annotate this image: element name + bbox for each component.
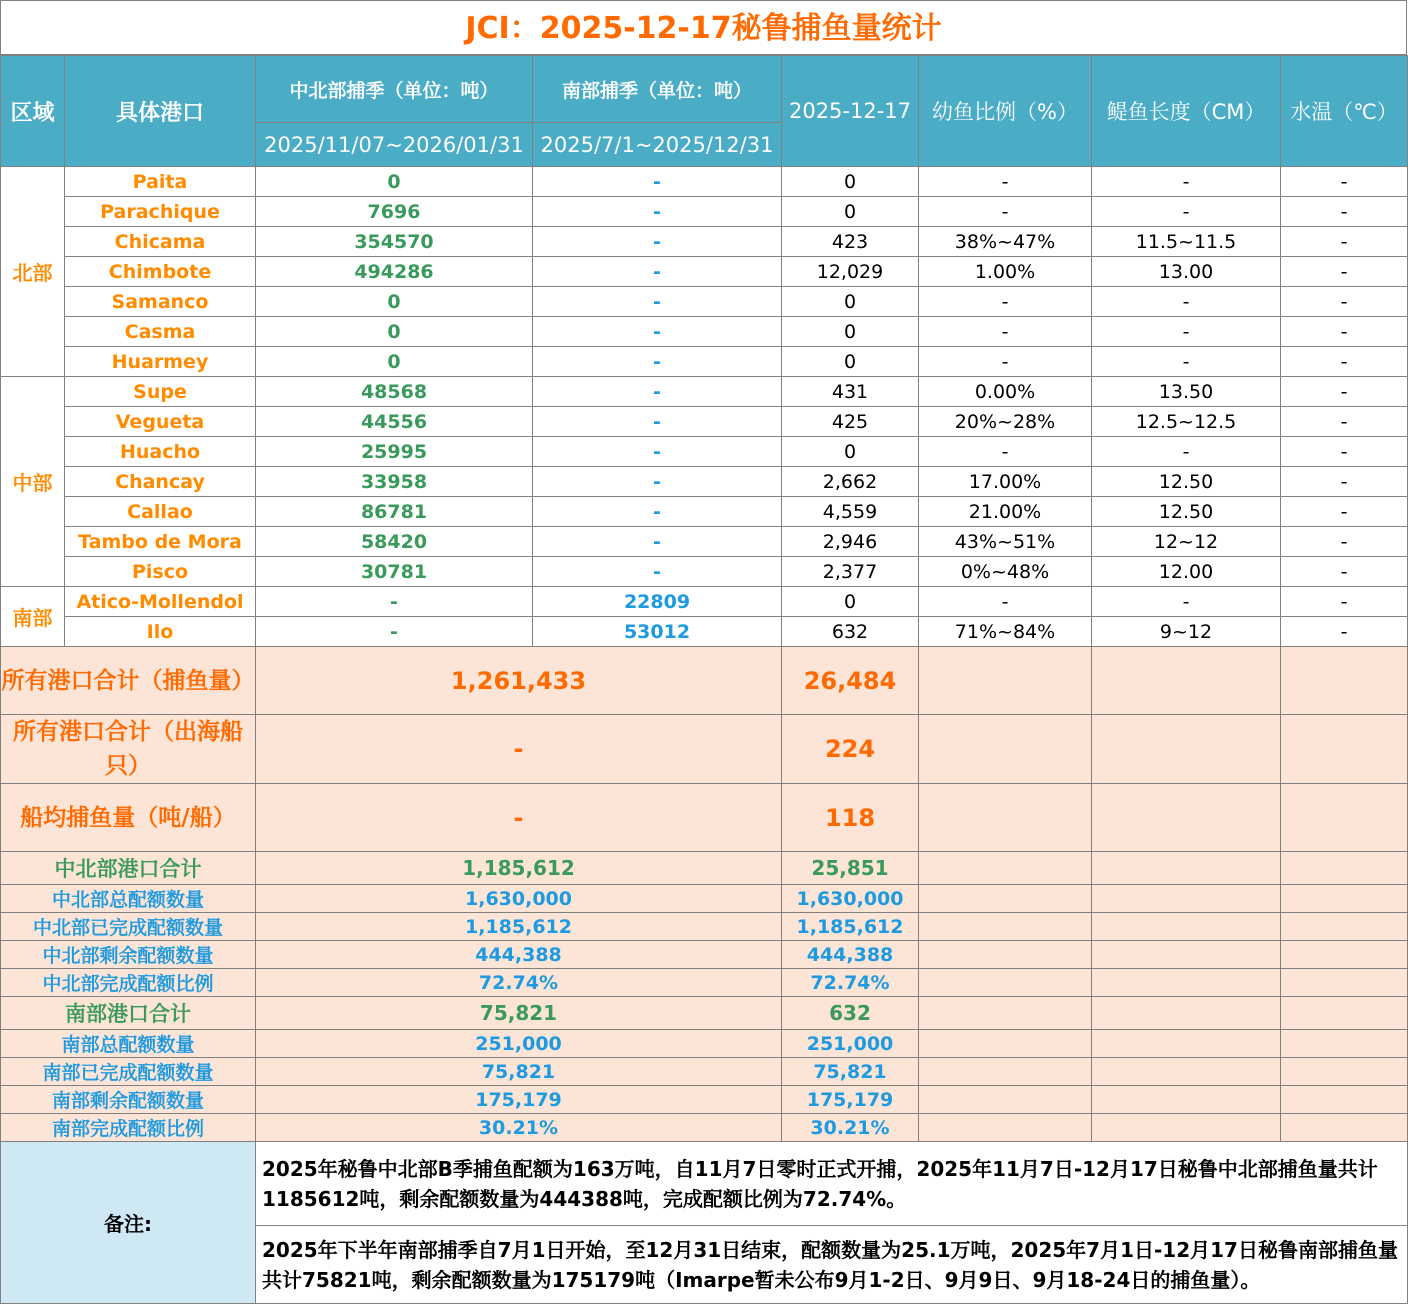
stat-label: 南部已完成配额数量 <box>1 1058 256 1086</box>
note-south: 2025年下半年南部捕季自7月1日开始，至12月31日结束，配额数量为25.1万吨，2025年7月1日-12月17日秘鲁南部捕鱼量共计75821吨，剩余配额数量为175179吨（Imarpe暂未公布9月1-2日、9月9日、9月18-24日的捕鱼量）。 <box>256 1226 1408 1304</box>
juvenile-ratio: 0.00% <box>919 377 1092 407</box>
juvenile-ratio: 43%~51% <box>919 527 1092 557</box>
stat-season-value: 30.21% <box>256 1114 782 1142</box>
empty-cell <box>1092 1114 1281 1142</box>
port-name: Chimbote <box>65 257 256 287</box>
stat-season-value: 72.74% <box>256 969 782 997</box>
table-row <box>1 467 1408 497</box>
daily-catch: 0 <box>782 287 919 317</box>
daily-catch: 431 <box>782 377 919 407</box>
header-port: 具体港口 <box>65 56 256 167</box>
table-row <box>1 527 1408 557</box>
note-label: 备注: <box>1 1142 256 1304</box>
water-temp: - <box>1281 167 1408 197</box>
empty-cell <box>1281 647 1408 715</box>
stat-label: 中北部港口合计 <box>1 852 256 885</box>
header-south-range: 2025/7/1~2025/12/31 <box>533 123 782 167</box>
stat-season-value: 1,630,000 <box>256 885 782 913</box>
stat-season-value: 1,185,612 <box>256 852 782 885</box>
empty-cell <box>919 1030 1092 1058</box>
empty-cell <box>1092 1030 1281 1058</box>
daily-catch: 0 <box>782 317 919 347</box>
juvenile-ratio: 1.00% <box>919 257 1092 287</box>
stat-row <box>1 885 1408 913</box>
water-temp: - <box>1281 497 1408 527</box>
header-water-temp: 水温（℃） <box>1281 56 1408 167</box>
empty-cell <box>1281 1086 1408 1114</box>
port-name: Casma <box>65 317 256 347</box>
juvenile-ratio: - <box>919 437 1092 467</box>
daily-catch: 425 <box>782 407 919 437</box>
stat-label: 南部完成配额比例 <box>1 1114 256 1142</box>
empty-cell <box>919 1058 1092 1086</box>
port-name: Parachique <box>65 197 256 227</box>
daily-catch: 632 <box>782 617 919 647</box>
table-row <box>1 347 1408 377</box>
north-season-catch: 0 <box>256 287 533 317</box>
header-north-range: 2025/11/07~2026/01/31 <box>256 123 533 167</box>
note-north: 2025年秘鲁中北部B季捕鱼配额为163万吨，自11月7日零时正式开捕，2025年11月7日-12月17日秘鲁中北部捕鱼量共计1185612吨，剩余配额数量为444388吨，完成配额比例为72.74%。 <box>256 1142 1408 1226</box>
region-north: 北部 <box>1 167 65 377</box>
north-season-catch: - <box>256 587 533 617</box>
stat-label: 中北部已完成配额数量 <box>1 913 256 941</box>
empty-cell <box>919 913 1092 941</box>
anchovy-length: 11.5~11.5 <box>1092 227 1281 257</box>
header-length: 鳀鱼长度（CM） <box>1092 56 1281 167</box>
summary-row <box>1 715 1408 784</box>
region-central: 中部 <box>1 377 65 587</box>
water-temp: - <box>1281 407 1408 437</box>
summary-row <box>1 647 1408 715</box>
empty-cell <box>1281 913 1408 941</box>
anchovy-length: 9~12 <box>1092 617 1281 647</box>
port-name: Ilo <box>65 617 256 647</box>
water-temp: - <box>1281 347 1408 377</box>
stat-season-value: 1,185,612 <box>256 913 782 941</box>
daily-catch: 2,946 <box>782 527 919 557</box>
south-season-catch: - <box>533 437 782 467</box>
stat-season-value: 251,000 <box>256 1030 782 1058</box>
empty-cell <box>919 647 1092 715</box>
table-row <box>1 407 1408 437</box>
juvenile-ratio: 38%~47% <box>919 227 1092 257</box>
empty-cell <box>1281 1058 1408 1086</box>
daily-catch: 0 <box>782 587 919 617</box>
stat-day-value: 72.74% <box>782 969 919 997</box>
table-row <box>1 587 1408 617</box>
port-name: Chancay <box>65 467 256 497</box>
summary-label: 船均捕鱼量（吨/船） <box>1 784 256 852</box>
empty-cell <box>1281 715 1408 784</box>
port-name: Chicama <box>65 227 256 257</box>
north-season-catch: 7696 <box>256 197 533 227</box>
stat-day-value: 1,630,000 <box>782 885 919 913</box>
south-season-catch: - <box>533 197 782 227</box>
port-name: Supe <box>65 377 256 407</box>
south-season-catch: - <box>533 227 782 257</box>
stat-row <box>1 997 1408 1030</box>
south-season-catch: 22809 <box>533 587 782 617</box>
stat-label: 中北部总配额数量 <box>1 885 256 913</box>
empty-cell <box>1281 997 1408 1030</box>
header-juvenile: 幼鱼比例（%） <box>919 56 1092 167</box>
juvenile-ratio: 0%~48% <box>919 557 1092 587</box>
stat-day-value: 251,000 <box>782 1030 919 1058</box>
empty-cell <box>919 941 1092 969</box>
empty-cell <box>1092 1086 1281 1114</box>
stat-row <box>1 1030 1408 1058</box>
water-temp: - <box>1281 287 1408 317</box>
anchovy-length: - <box>1092 437 1281 467</box>
table-row <box>1 167 1408 197</box>
juvenile-ratio: 21.00% <box>919 497 1092 527</box>
anchovy-length: - <box>1092 197 1281 227</box>
anchovy-length: 12~12 <box>1092 527 1281 557</box>
water-temp: - <box>1281 557 1408 587</box>
anchovy-length: - <box>1092 287 1281 317</box>
empty-cell <box>919 852 1092 885</box>
empty-cell <box>1092 913 1281 941</box>
table-row <box>1 437 1408 467</box>
south-season-catch: - <box>533 377 782 407</box>
north-season-catch: 86781 <box>256 497 533 527</box>
stat-season-value: 444,388 <box>256 941 782 969</box>
north-season-catch: 58420 <box>256 527 533 557</box>
anchovy-length: 13.50 <box>1092 377 1281 407</box>
north-season-catch: 30781 <box>256 557 533 587</box>
juvenile-ratio: - <box>919 587 1092 617</box>
water-temp: - <box>1281 257 1408 287</box>
port-name: Pisco <box>65 557 256 587</box>
anchovy-length: - <box>1092 587 1281 617</box>
stat-season-value: 75,821 <box>256 997 782 1030</box>
stat-day-value: 75,821 <box>782 1058 919 1086</box>
table-row <box>1 257 1408 287</box>
juvenile-ratio: 20%~28% <box>919 407 1092 437</box>
daily-catch: 423 <box>782 227 919 257</box>
table-row <box>1 317 1408 347</box>
north-season-catch: 0 <box>256 347 533 377</box>
stat-day-value: 25,851 <box>782 852 919 885</box>
catch-table <box>0 55 1408 1304</box>
south-season-catch: - <box>533 257 782 287</box>
juvenile-ratio: - <box>919 287 1092 317</box>
stat-row <box>1 969 1408 997</box>
empty-cell <box>919 1086 1092 1114</box>
daily-catch: 4,559 <box>782 497 919 527</box>
south-season-catch: - <box>533 467 782 497</box>
south-season-catch: - <box>533 497 782 527</box>
north-season-catch: 494286 <box>256 257 533 287</box>
daily-catch: 0 <box>782 197 919 227</box>
note-row <box>1 1142 1408 1226</box>
empty-cell <box>1092 997 1281 1030</box>
stat-row <box>1 1114 1408 1142</box>
empty-cell <box>919 715 1092 784</box>
north-season-catch: 354570 <box>256 227 533 257</box>
table-row <box>1 617 1408 647</box>
daily-catch: 12,029 <box>782 257 919 287</box>
port-name: Huacho <box>65 437 256 467</box>
report-title: JCI：2025-12-17秘鲁捕鱼量统计 <box>0 0 1407 55</box>
water-temp: - <box>1281 317 1408 347</box>
north-season-catch: 0 <box>256 317 533 347</box>
stat-row <box>1 1086 1408 1114</box>
port-name: Atico-Mollendol <box>65 587 256 617</box>
stat-label: 中北部完成配额比例 <box>1 969 256 997</box>
south-season-catch: - <box>533 407 782 437</box>
table-row <box>1 287 1408 317</box>
stat-day-value: 632 <box>782 997 919 1030</box>
table-row <box>1 227 1408 257</box>
daily-catch: 0 <box>782 437 919 467</box>
empty-cell <box>1092 941 1281 969</box>
juvenile-ratio: - <box>919 197 1092 227</box>
anchovy-length: - <box>1092 347 1281 377</box>
port-name: Huarmey <box>65 347 256 377</box>
empty-cell <box>919 997 1092 1030</box>
empty-cell <box>1092 969 1281 997</box>
stat-day-value: 1,185,612 <box>782 913 919 941</box>
water-temp: - <box>1281 587 1408 617</box>
south-season-catch: 53012 <box>533 617 782 647</box>
summary-day-value: 26,484 <box>782 647 919 715</box>
water-temp: - <box>1281 377 1408 407</box>
header-region: 区域 <box>1 56 65 167</box>
north-season-catch: 48568 <box>256 377 533 407</box>
table-row <box>1 557 1408 587</box>
empty-cell <box>1092 885 1281 913</box>
port-name: Vegueta <box>65 407 256 437</box>
summary-day-value: 224 <box>782 715 919 784</box>
port-name: Callao <box>65 497 256 527</box>
summary-row <box>1 784 1408 852</box>
summary-season-value: - <box>256 784 782 852</box>
summary-season-value: 1,261,433 <box>256 647 782 715</box>
header-date: 2025-12-17 <box>782 56 919 167</box>
stat-label: 中北部剩余配额数量 <box>1 941 256 969</box>
juvenile-ratio: 17.00% <box>919 467 1092 497</box>
south-season-catch: - <box>533 167 782 197</box>
north-season-catch: 0 <box>256 167 533 197</box>
juvenile-ratio: - <box>919 317 1092 347</box>
juvenile-ratio: - <box>919 347 1092 377</box>
empty-cell <box>1092 784 1281 852</box>
south-season-catch: - <box>533 557 782 587</box>
empty-cell <box>1092 852 1281 885</box>
port-name: Samanco <box>65 287 256 317</box>
daily-catch: 0 <box>782 167 919 197</box>
header-south-season: 南部捕季（单位：吨） <box>533 56 782 123</box>
stat-day-value: 30.21% <box>782 1114 919 1142</box>
south-season-catch: - <box>533 527 782 557</box>
table-row <box>1 377 1408 407</box>
empty-cell <box>1092 647 1281 715</box>
daily-catch: 0 <box>782 347 919 377</box>
table-row <box>1 197 1408 227</box>
south-season-catch: - <box>533 347 782 377</box>
summary-day-value: 118 <box>782 784 919 852</box>
stat-season-value: 75,821 <box>256 1058 782 1086</box>
stat-day-value: 175,179 <box>782 1086 919 1114</box>
stat-season-value: 175,179 <box>256 1086 782 1114</box>
stat-label: 南部总配额数量 <box>1 1030 256 1058</box>
port-name: Paita <box>65 167 256 197</box>
north-season-catch: - <box>256 617 533 647</box>
juvenile-ratio: 71%~84% <box>919 617 1092 647</box>
summary-label: 所有港口合计（捕鱼量） <box>1 647 256 715</box>
anchovy-length: 13.00 <box>1092 257 1281 287</box>
stat-label: 南部剩余配额数量 <box>1 1086 256 1114</box>
empty-cell <box>919 885 1092 913</box>
empty-cell <box>1281 1030 1408 1058</box>
south-season-catch: - <box>533 317 782 347</box>
empty-cell <box>1092 1058 1281 1086</box>
stat-row <box>1 941 1408 969</box>
summary-label: 所有港口合计（出海船只） <box>1 715 256 784</box>
empty-cell <box>1281 941 1408 969</box>
empty-cell <box>1281 969 1408 997</box>
anchovy-length: 12.50 <box>1092 467 1281 497</box>
juvenile-ratio: - <box>919 167 1092 197</box>
south-season-catch: - <box>533 287 782 317</box>
port-name: Tambo de Mora <box>65 527 256 557</box>
anchovy-length: - <box>1092 317 1281 347</box>
empty-cell <box>919 1114 1092 1142</box>
header-north-season: 中北部捕季（单位：吨） <box>256 56 533 123</box>
empty-cell <box>1092 715 1281 784</box>
daily-catch: 2,662 <box>782 467 919 497</box>
empty-cell <box>919 784 1092 852</box>
daily-catch: 2,377 <box>782 557 919 587</box>
water-temp: - <box>1281 527 1408 557</box>
stat-day-value: 444,388 <box>782 941 919 969</box>
empty-cell <box>1281 1114 1408 1142</box>
anchovy-length: 12.00 <box>1092 557 1281 587</box>
anchovy-length: 12.5~12.5 <box>1092 407 1281 437</box>
region-south: 南部 <box>1 587 65 647</box>
empty-cell <box>919 969 1092 997</box>
water-temp: - <box>1281 197 1408 227</box>
anchovy-length: - <box>1092 167 1281 197</box>
stat-label: 南部港口合计 <box>1 997 256 1030</box>
water-temp: - <box>1281 617 1408 647</box>
empty-cell <box>1281 852 1408 885</box>
water-temp: - <box>1281 437 1408 467</box>
empty-cell <box>1281 885 1408 913</box>
summary-season-value: - <box>256 715 782 784</box>
anchovy-length: 12.50 <box>1092 497 1281 527</box>
water-temp: - <box>1281 467 1408 497</box>
stat-row <box>1 913 1408 941</box>
table-row <box>1 497 1408 527</box>
stat-row <box>1 1058 1408 1086</box>
stat-row <box>1 852 1408 885</box>
empty-cell <box>1281 784 1408 852</box>
water-temp: - <box>1281 227 1408 257</box>
north-season-catch: 44556 <box>256 407 533 437</box>
north-season-catch: 33958 <box>256 467 533 497</box>
north-season-catch: 25995 <box>256 437 533 467</box>
